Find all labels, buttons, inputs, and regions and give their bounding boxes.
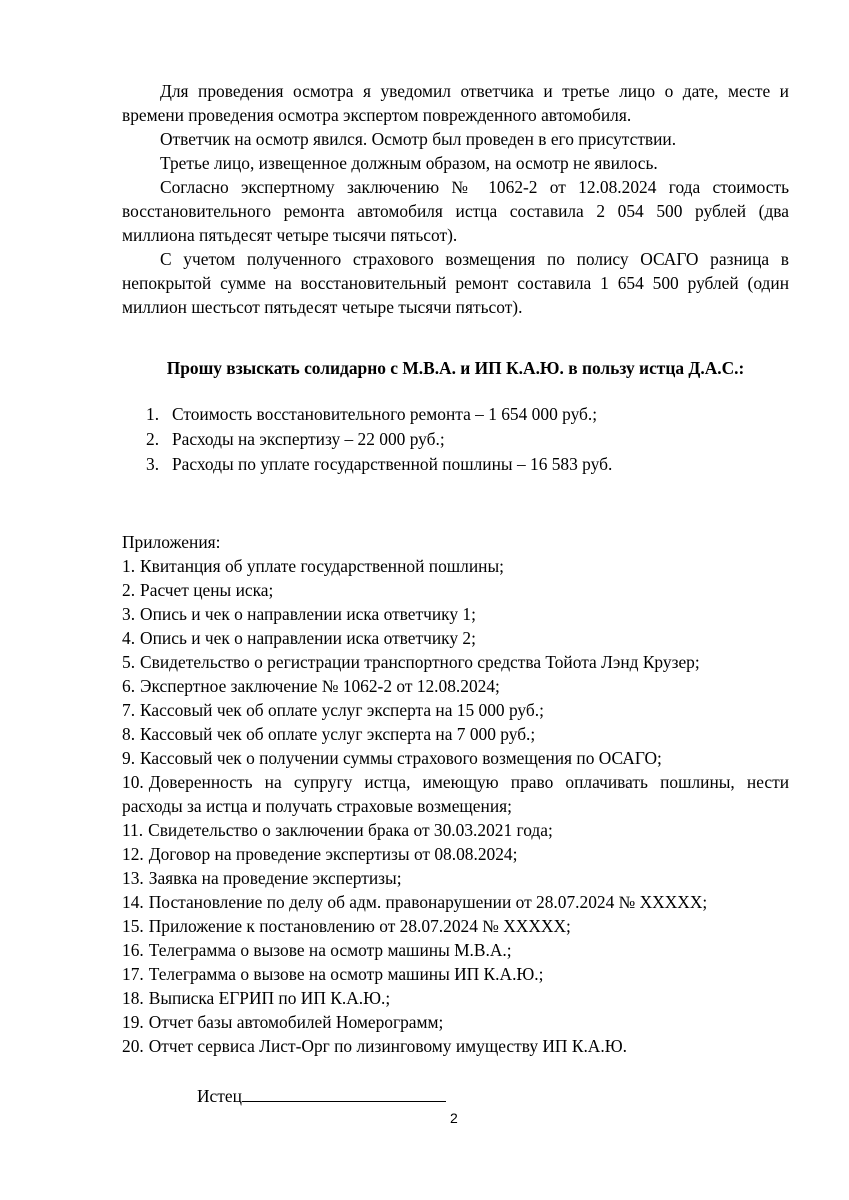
- attachment-item: [122, 1010, 789, 1034]
- attachment-item: [122, 746, 789, 770]
- attachment-text: Выписка ЕГРИП по ИП К.А.Ю.;: [148, 988, 391, 1008]
- attachment-number: 3.: [122, 604, 136, 624]
- claim-number: 2.: [146, 429, 160, 449]
- attachment-text: Телеграмма о вызове на осмотр машины ИП К.А.Ю.;: [148, 964, 544, 984]
- attachment-text: Расчет цены иска;: [140, 580, 274, 600]
- attachment-number: 5.: [122, 652, 136, 672]
- attachment-item: [122, 866, 789, 890]
- attachment-number: 2.: [122, 580, 136, 600]
- claim-item: [122, 402, 789, 427]
- plaintiff-signature: [197, 1086, 446, 1107]
- plaintiff-label: Истец: [197, 1086, 242, 1106]
- attachment-number: 7.: [122, 700, 136, 720]
- paragraph-difference-amount: С учетом полученного страхового возмещения по полису ОСАГО разница в непокрытой сумме на восстановительный ремонт составила 1 654 500 рублей (один миллион шестьсот пятьдесят четыре тысячи пятьсот).: [122, 249, 789, 317]
- document-page: [122, 79, 789, 1058]
- paragraph-inspection-notice: Для проведения осмотра я уведомил ответчика и третье лицо о дате, месте и времени проведения осмотра экспертом поврежденного автомобиля.: [122, 81, 789, 125]
- paragraph-defendant-attended: Ответчик на осмотр явился. Осмотр был проведен в его присутствии.: [160, 129, 677, 149]
- attachment-number: 10.: [122, 772, 144, 792]
- attachment-number: 9.: [122, 748, 136, 768]
- attachment-text: Заявка на проведение экспертизы;: [148, 868, 402, 888]
- attachment-item: [122, 842, 789, 866]
- attachment-item: [122, 1034, 789, 1058]
- attachment-item: [122, 818, 789, 842]
- attachment-number: 12.: [122, 844, 144, 864]
- attachment-number: 16.: [122, 940, 144, 960]
- attachment-item: [122, 578, 789, 602]
- attachment-item: [122, 674, 789, 698]
- attachment-text: Квитанция об уплате государственной пошлины;: [140, 556, 504, 576]
- claim-text: Расходы на экспертизу – 22 000 руб.;: [172, 429, 445, 449]
- attachment-number: 1.: [122, 556, 136, 576]
- attachment-text: Опись и чек о направлении иска ответчику 1;: [140, 604, 476, 624]
- attachment-text: Отчет базы автомобилей Номерограмм;: [148, 1012, 444, 1032]
- claim-item: [122, 452, 789, 477]
- attachment-item: [122, 722, 789, 746]
- attachment-text: Отчет сервиса Лист-Орг по лизинговому имуществу ИП К.А.Ю.: [148, 1036, 627, 1056]
- attachment-text: Постановление по делу об адм. правонарушении от 28.07.2024 № XXXXX;: [148, 892, 708, 912]
- attachment-item: [122, 914, 789, 938]
- claim-number: 1.: [146, 404, 160, 424]
- attachment-item: [122, 698, 789, 722]
- attachment-text: Экспертное заключение № 1062-2 от 12.08.2024;: [140, 676, 500, 696]
- attachment-number: 20.: [122, 1036, 144, 1056]
- attachment-item: [122, 890, 789, 914]
- attachment-number: 11.: [122, 820, 144, 840]
- attachment-number: 15.: [122, 916, 144, 936]
- attachment-number: 17.: [122, 964, 144, 984]
- attachments-list: [122, 554, 789, 1058]
- attachment-number: 8.: [122, 724, 136, 744]
- paragraph-third-party-absent: Третье лицо, извещенное должным образом, на осмотр не явилось.: [160, 153, 658, 173]
- attachment-text: Свидетельство о заключении брака от 30.03.2021 года;: [148, 820, 553, 840]
- attachment-item: [122, 962, 789, 986]
- claim-item: [122, 427, 789, 452]
- attachment-text: Опись и чек о направлении иска ответчику 2;: [140, 628, 476, 648]
- attachment-item: [122, 770, 789, 818]
- attachment-number: 4.: [122, 628, 136, 648]
- attachment-number: 18.: [122, 988, 144, 1008]
- attachment-text: Телеграмма о вызове на осмотр машины М.В.А.;: [148, 940, 512, 960]
- body-text: [122, 79, 789, 319]
- paragraph-expert-conclusion: Согласно экспертному заключению № 1062-2 от 12.08.2024 года стоимость восстановительного ремонта автомобиля истца составила 2 054 500 рублей (два миллиона пятьдесят четыре тысячи пятьсот).: [122, 177, 789, 245]
- attachment-number: 19.: [122, 1012, 144, 1032]
- page-number: 2: [450, 1110, 458, 1126]
- attachment-item: [122, 938, 789, 962]
- attachment-item: [122, 650, 789, 674]
- attachment-text: Кассовый чек о получении суммы страхового возмещения по ОСАГО;: [140, 748, 662, 768]
- signature-line: [242, 1086, 446, 1102]
- attachment-text: Свидетельство о регистрации транспортного средства Тойота Лэнд Крузер;: [140, 652, 700, 672]
- attachment-number: 6.: [122, 676, 136, 696]
- attachment-item: [122, 602, 789, 626]
- claim-text: Расходы по уплате государственной пошлины – 16 583 руб.: [172, 454, 613, 474]
- attachment-text: Договор на проведение экспертизы от 08.08.2024;: [148, 844, 518, 864]
- claim-number: 3.: [146, 454, 160, 474]
- attachment-item: [122, 986, 789, 1010]
- claim-text: Стоимость восстановительного ремонта – 1 654 000 руб.;: [172, 404, 598, 424]
- request-heading: Прошу взыскать солидарно с М.В.А. и ИП К.А.Ю. в пользу истца Д.А.С.:: [166, 358, 745, 378]
- attachment-text: Кассовый чек об оплате услуг эксперта на 15 000 руб.;: [140, 700, 544, 720]
- attachment-text: Кассовый чек об оплате услуг эксперта на 7 000 руб.;: [140, 724, 536, 744]
- attachment-text: Приложение к постановлению от 28.07.2024 № XXXXX;: [148, 916, 571, 936]
- attachment-number: 13.: [122, 868, 144, 888]
- claims-list: [122, 402, 789, 477]
- attachment-number: 14.: [122, 892, 144, 912]
- attachment-text: Доверенность на супругу истца, имеющую право оплачивать пошлины, нести расходы за истца и получать страховые возмещения;: [122, 772, 789, 816]
- attachment-item: [122, 626, 789, 650]
- attachments-heading: Приложения:: [122, 532, 221, 552]
- attachment-item: [122, 554, 789, 578]
